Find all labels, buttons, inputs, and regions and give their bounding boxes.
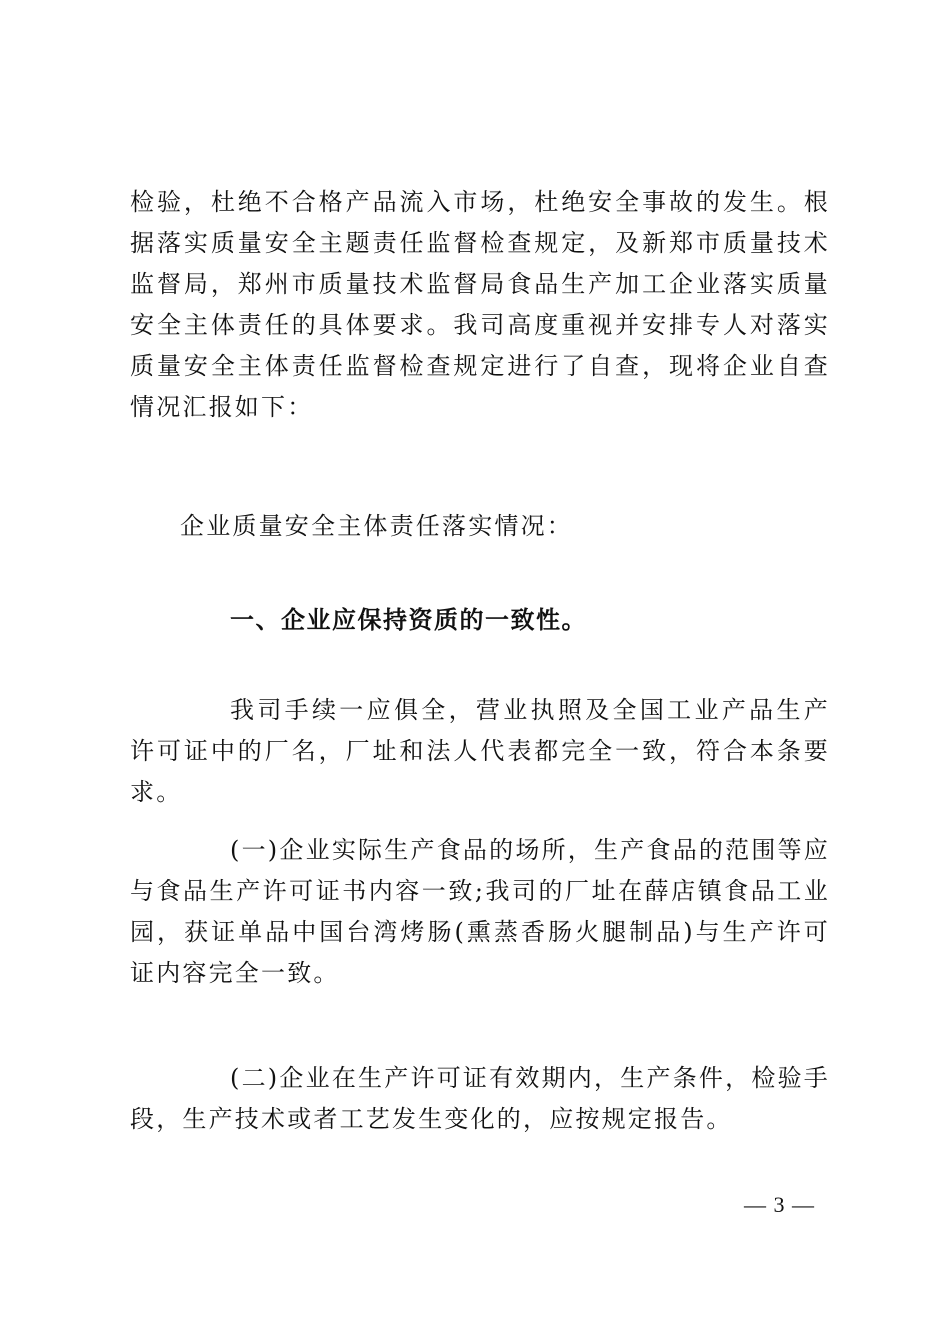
body-paragraph-summary: 企业质量安全主体责任落实情况： <box>180 512 573 540</box>
body-paragraph-item-2: (二)企业在生产许可证有效期内，生产条件，检验手段，生产技术或者工艺发生变化的，应按规定报告。 <box>130 1064 830 1133</box>
page-number: — 3 — <box>744 1192 815 1217</box>
body-paragraph-qualification: 我司手续一应俱全，营业执照及全国工业产品生产许可证中的厂名，厂址和法人代表都完全一致，符合本条要求。 <box>130 696 830 806</box>
section-heading: 一、企业应保持资质的一致性。 <box>230 606 587 634</box>
body-paragraph-item-1: (一)企业实际生产食品的场所，生产食品的范围等应与食品生产许可证书内容一致;我司的厂址在薛店镇食品工业园，获证单品中国台湾烤肠(熏蒸香肠火腿制品)与生产许可证内容完全一致。 <box>130 836 830 987</box>
body-paragraph-intro: 检验，杜绝不合格产品流入市场，杜绝安全事故的发生。根据落实质量安全主题责任监督检查规定，及新郑市质量技术监督局，郑州市质量技术监督局食品生产加工企业落实质量安全主体责任的具体要求。我司高度重视并安排专人对落实质量安全主体责任监督检查规定进行了自查，现将企业自查情况汇报如下： <box>130 188 830 421</box>
